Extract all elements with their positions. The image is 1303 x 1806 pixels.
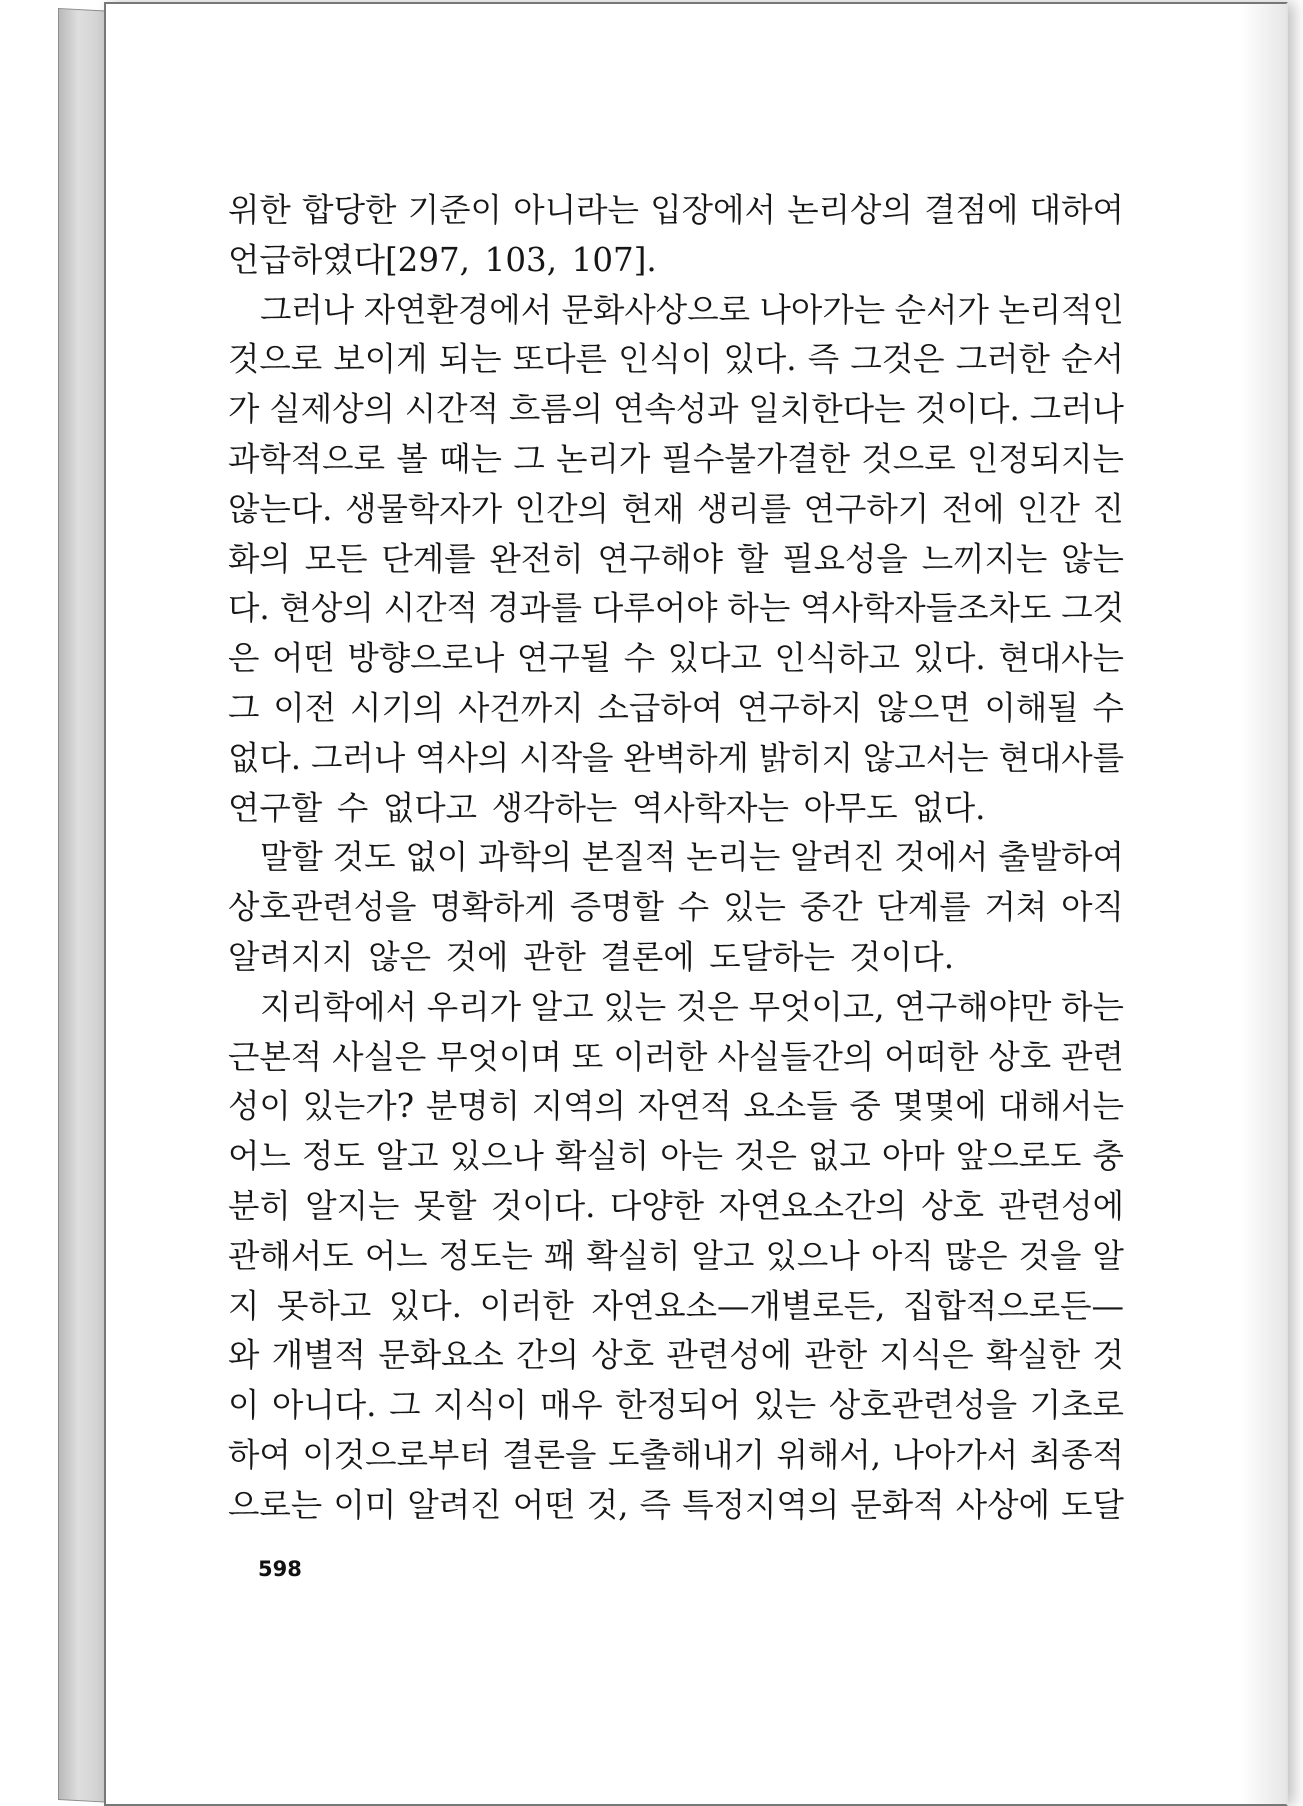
word: 그 <box>389 1386 421 1425</box>
word: 할 <box>736 539 769 578</box>
word: 알 <box>1092 1236 1124 1275</box>
word: 확실히 <box>554 1137 650 1176</box>
word: 연구해야 <box>597 539 724 578</box>
word: 것도 <box>332 838 396 877</box>
word: 위한 <box>228 191 291 229</box>
text-line <box>228 584 1124 634</box>
text-line <box>228 933 1124 983</box>
word: 수 <box>1092 688 1124 727</box>
word: 자연적 <box>637 1087 732 1126</box>
book-page <box>104 2 1288 1806</box>
word: 연구될 <box>516 639 612 678</box>
word: 꽤 <box>543 1236 576 1275</box>
word: 몇몇에 <box>892 1087 987 1126</box>
word: 나아가는 <box>759 290 886 329</box>
word: 어느 <box>364 1236 428 1275</box>
word: 순서가 <box>894 290 989 329</box>
word: 증명할 <box>569 888 664 927</box>
word: 때는 <box>439 439 502 478</box>
word: 과학적으로 <box>228 439 385 478</box>
page-body-text <box>228 186 1124 1531</box>
text-line <box>228 1132 1124 1182</box>
word: 생물학자가 <box>345 489 503 528</box>
word: 으로는 <box>228 1485 323 1524</box>
word: 중 <box>849 1087 881 1126</box>
word: 있다고 <box>667 639 762 678</box>
word: 현대사를 <box>998 738 1124 777</box>
word: 사상에 <box>955 1485 1050 1524</box>
word: 이미 <box>333 1485 397 1524</box>
word: 또다른 <box>512 340 607 379</box>
word: 것이다. <box>915 390 1020 429</box>
word: 상호 <box>591 1336 655 1375</box>
word: 자연요소—개별로든, <box>591 1286 886 1325</box>
word: 분명히 <box>425 1087 521 1126</box>
word: 본질적 <box>582 838 677 877</box>
word: 과학의 <box>478 838 573 877</box>
word: 기초로 <box>1029 1386 1124 1425</box>
word: 자연요소간의 <box>718 1186 907 1225</box>
word: 알려진 <box>407 1485 502 1524</box>
word: 밝히지 <box>758 738 853 777</box>
word: 논리상의 <box>787 191 913 229</box>
word: 요소들 <box>743 1087 838 1126</box>
word: 도달하는 <box>709 937 835 976</box>
word: 그것은 <box>850 340 945 379</box>
word: 인식하고 <box>774 639 901 678</box>
word: 않는 <box>1061 539 1124 578</box>
word: 그 <box>228 688 260 727</box>
word: 문화요소 <box>378 1336 504 1375</box>
word: 알고 <box>530 987 594 1026</box>
word: 것을 <box>1018 1236 1082 1275</box>
word: 않고서는 <box>862 738 989 777</box>
word: 일치한다는 <box>748 390 906 429</box>
word: 논리적인 <box>998 290 1124 329</box>
word: 이러한 <box>479 1286 574 1325</box>
word: 없고 <box>808 1137 871 1176</box>
word: 관련성에 <box>666 1336 793 1375</box>
word: 은 <box>228 639 260 678</box>
word: 관련 <box>1061 1037 1124 1076</box>
word: 그러나 <box>1029 390 1124 429</box>
word: 기준이 <box>407 191 502 229</box>
word: 것이다. <box>849 937 955 976</box>
word: 시작을 <box>519 738 614 777</box>
word: 아직 <box>870 1236 934 1275</box>
text-line <box>228 684 1124 734</box>
text-line <box>228 1331 1124 1381</box>
word: 있다. <box>912 639 986 678</box>
word: 생각하는 <box>491 788 618 827</box>
word: 것은 <box>676 987 739 1026</box>
word: 그러나 <box>260 290 355 329</box>
word: 확실히 <box>586 1236 681 1275</box>
word: 자연환경에서 <box>363 290 553 329</box>
word: 지 <box>228 1286 260 1325</box>
word: 단계를 <box>381 539 476 578</box>
word: 연구해야만 <box>894 987 1052 1026</box>
word: 결점에 <box>924 191 1019 229</box>
text-line <box>228 1481 1124 1531</box>
word: 정도 <box>301 1137 365 1176</box>
word: 분히 <box>228 1186 291 1225</box>
word: 있는 <box>753 1386 817 1425</box>
word: 있으나 <box>449 1137 544 1176</box>
word: 연속성과 <box>612 390 739 429</box>
word: 완벽하게 <box>623 738 749 777</box>
word: 아마 <box>881 1137 945 1176</box>
word: 느끼지는 <box>921 539 1048 578</box>
word: 하는 <box>727 589 791 628</box>
word: 즉 <box>639 1485 672 1524</box>
word: 그것 <box>1061 589 1124 628</box>
text-line <box>228 1282 1124 1332</box>
word: 않으면 <box>876 688 971 727</box>
word: 것, <box>586 1485 629 1524</box>
word: 중간 <box>799 888 863 927</box>
word: 진 <box>1092 489 1124 528</box>
word: 화의 <box>228 539 291 578</box>
word: 알지는 <box>305 1186 400 1225</box>
word: 알려진 <box>790 838 885 877</box>
word: 없다고 <box>382 788 478 827</box>
word: 현상의 <box>279 589 374 628</box>
word: 있는 <box>723 888 786 927</box>
text-line <box>228 1182 1124 1232</box>
text-line <box>228 983 1124 1033</box>
text-line <box>228 833 1124 883</box>
word: 지리학에서 <box>260 987 417 1026</box>
word: 문화사상으로 <box>561 290 750 329</box>
word: 이 <box>228 1386 260 1425</box>
word: 방향으로나 <box>347 639 505 678</box>
word: 없다. <box>912 788 986 827</box>
word: 전에 <box>941 489 1005 528</box>
word: 어떤 <box>271 639 335 678</box>
word: 아는 <box>660 1137 724 1176</box>
word: 순서 <box>1061 340 1124 379</box>
word: 수 <box>623 639 656 678</box>
word: 실제상의 <box>269 390 395 429</box>
word: 현대사는 <box>998 639 1124 678</box>
word: 정도는 <box>438 1236 533 1275</box>
word: 것에서 <box>894 838 989 877</box>
text-line <box>228 335 1124 385</box>
word: 이해될 <box>984 688 1079 727</box>
word: 아무도 <box>803 788 898 827</box>
word: 것 <box>1092 1336 1124 1375</box>
word: 알고 <box>375 1137 439 1176</box>
word: 시간적 <box>404 390 499 429</box>
text-line <box>228 883 1124 933</box>
word: 되는 <box>438 340 502 379</box>
word: 연구하지 <box>736 688 863 727</box>
word: 보이게 <box>333 340 428 379</box>
word: 못하고 <box>277 1286 372 1325</box>
word: 사실들간의 <box>717 1037 875 1076</box>
word: 사건까지 <box>458 688 584 727</box>
word: 간의 <box>516 1336 579 1375</box>
word: 아직 <box>1061 888 1124 927</box>
word: 인간의 <box>514 489 609 528</box>
word: 연구할 <box>228 788 323 827</box>
word: 모든 <box>304 539 368 578</box>
word: 지식은 <box>879 1336 974 1375</box>
word: 하는 <box>1061 987 1124 1026</box>
word: 알려지지 <box>228 937 354 976</box>
book-spine-edge <box>58 8 108 1803</box>
word: 그러나 <box>311 738 406 777</box>
word: 문화적 <box>850 1485 945 1524</box>
text-line <box>228 734 1124 784</box>
word: 것으로 <box>861 439 956 478</box>
text-line <box>228 236 1124 286</box>
word: 상호 <box>921 1186 985 1225</box>
word: 없이 <box>405 838 469 877</box>
word: 지역의 <box>531 1087 626 1126</box>
word: 가 <box>228 390 260 429</box>
word: 연구하기 <box>803 489 930 528</box>
word: 있는가? <box>302 1087 415 1126</box>
word: 107]. <box>571 240 657 279</box>
word: 것에 <box>445 937 509 976</box>
word: 수 <box>336 788 369 827</box>
word: 상호관련성을 <box>228 888 417 927</box>
word: 것이다. <box>490 1186 596 1225</box>
word: 즉 <box>807 340 840 379</box>
word: 우리가 <box>426 987 521 1026</box>
word: 합당한 <box>302 191 397 229</box>
word: 현재 <box>621 489 685 528</box>
word: 하여 <box>228 1435 291 1474</box>
word: 논리가 <box>556 439 651 478</box>
word: 완전히 <box>489 539 584 578</box>
word: 필수불가결한 <box>661 439 851 478</box>
word: 위해서, <box>776 1435 882 1474</box>
word: 도달 <box>1061 1485 1124 1524</box>
word: 인간 <box>1017 489 1080 528</box>
word: 것으로 <box>228 340 323 379</box>
word: 있다. <box>723 340 797 379</box>
text-line <box>228 784 1124 834</box>
word: 아니라는 <box>513 191 639 229</box>
word: 출발하여 <box>998 838 1124 877</box>
word: 근본적 <box>228 1037 323 1076</box>
word: 있는 <box>603 987 667 1026</box>
word: 이것으로부터 <box>302 1435 491 1474</box>
word: 인식이 <box>618 340 713 379</box>
text-line <box>228 1033 1124 1083</box>
word: 어떤 <box>512 1485 576 1524</box>
text-line <box>228 435 1124 485</box>
text-line <box>228 186 1124 236</box>
text-line <box>228 385 1124 435</box>
word: 103, <box>484 240 558 279</box>
word: 않는다. <box>228 489 333 528</box>
word: 어떠한 <box>884 1037 979 1076</box>
word: 필요성을 <box>782 539 908 578</box>
word: 도출해내기 <box>608 1435 765 1474</box>
word: 그 <box>513 439 545 478</box>
text-line <box>228 1381 1124 1431</box>
word: 또 <box>571 1037 604 1076</box>
word: 특정지역의 <box>682 1485 840 1524</box>
word: 관한 <box>523 937 586 976</box>
word: 관련성에 <box>998 1186 1124 1225</box>
word: 것은 <box>734 1137 797 1176</box>
text-line <box>228 1082 1124 1132</box>
word: 한정되어 <box>615 1386 741 1425</box>
word: 다루어야 <box>591 589 718 628</box>
word: 다양한 <box>609 1186 705 1225</box>
word: 사실은 <box>332 1037 427 1076</box>
word: 성이 <box>228 1087 291 1126</box>
word: 무엇이며 <box>436 1037 562 1076</box>
word: 관한 <box>804 1336 868 1375</box>
word: 흐름의 <box>508 390 604 429</box>
word: 수 <box>677 888 710 927</box>
word: 상호 <box>988 1037 1052 1076</box>
word: 있으나 <box>765 1236 860 1275</box>
word: 논리는 <box>686 838 781 877</box>
text-line <box>228 535 1124 585</box>
word: 와 <box>228 1336 260 1375</box>
word: 없다. <box>228 738 302 777</box>
word: 아니다. <box>271 1386 377 1425</box>
word: 않은 <box>368 937 432 976</box>
page-number: 598 <box>258 1557 302 1581</box>
page-gutter-shade <box>1241 4 1286 1804</box>
word: 상호관련성을 <box>828 1386 1018 1425</box>
word: 대해서는 <box>998 1087 1124 1126</box>
word: 역사학자는 <box>631 788 789 827</box>
word: 최종적 <box>1029 1435 1124 1474</box>
word: 시간적 <box>383 589 478 628</box>
word: 그러한 <box>955 340 1050 379</box>
text-line <box>228 1232 1124 1282</box>
word: 명확하게 <box>430 888 556 927</box>
word: 입장에서 <box>650 191 776 229</box>
word: 단계를 <box>876 888 971 927</box>
word: 이러한 <box>613 1037 708 1076</box>
word: 나아가서 <box>892 1435 1019 1474</box>
word: 소급하여 <box>597 688 724 727</box>
word: 많은 <box>944 1236 1008 1275</box>
word: 다. <box>228 589 270 628</box>
word: 역사의 <box>415 738 510 777</box>
word: 있다. <box>388 1286 462 1325</box>
word: 알고 <box>691 1236 755 1275</box>
word: 결론을 <box>502 1435 597 1474</box>
word: 볼 <box>396 439 428 478</box>
word: 어느 <box>228 1137 291 1176</box>
word: 언급하였다[297, <box>228 240 471 279</box>
word: 매우 <box>539 1386 603 1425</box>
word: 지식이 <box>433 1386 528 1425</box>
text-line <box>228 485 1124 535</box>
word: 역사학자들조차도 <box>800 589 1052 628</box>
word: 무엇이고, <box>748 987 885 1026</box>
word: 대하여 <box>1029 191 1124 229</box>
word: 이전 <box>273 688 337 727</box>
word: 경과를 <box>487 589 583 628</box>
word: 충 <box>1092 1137 1124 1176</box>
word: 못할 <box>413 1186 477 1225</box>
word: 집합적으로든— <box>903 1286 1124 1325</box>
word: 앞으로도 <box>955 1137 1082 1176</box>
word: 인정되지는 <box>966 439 1124 478</box>
word: 거쳐 <box>984 888 1048 927</box>
word: 말할 <box>260 838 323 877</box>
text-line <box>228 634 1124 684</box>
text-line <box>228 1431 1124 1481</box>
word: 개별적 <box>271 1336 366 1375</box>
word: 생리를 <box>696 489 791 528</box>
word: 확실한 <box>985 1336 1081 1375</box>
word: 시기의 <box>349 688 445 727</box>
text-line <box>228 286 1124 336</box>
word: 결론에 <box>600 937 695 976</box>
word: 관해서도 <box>228 1236 354 1275</box>
